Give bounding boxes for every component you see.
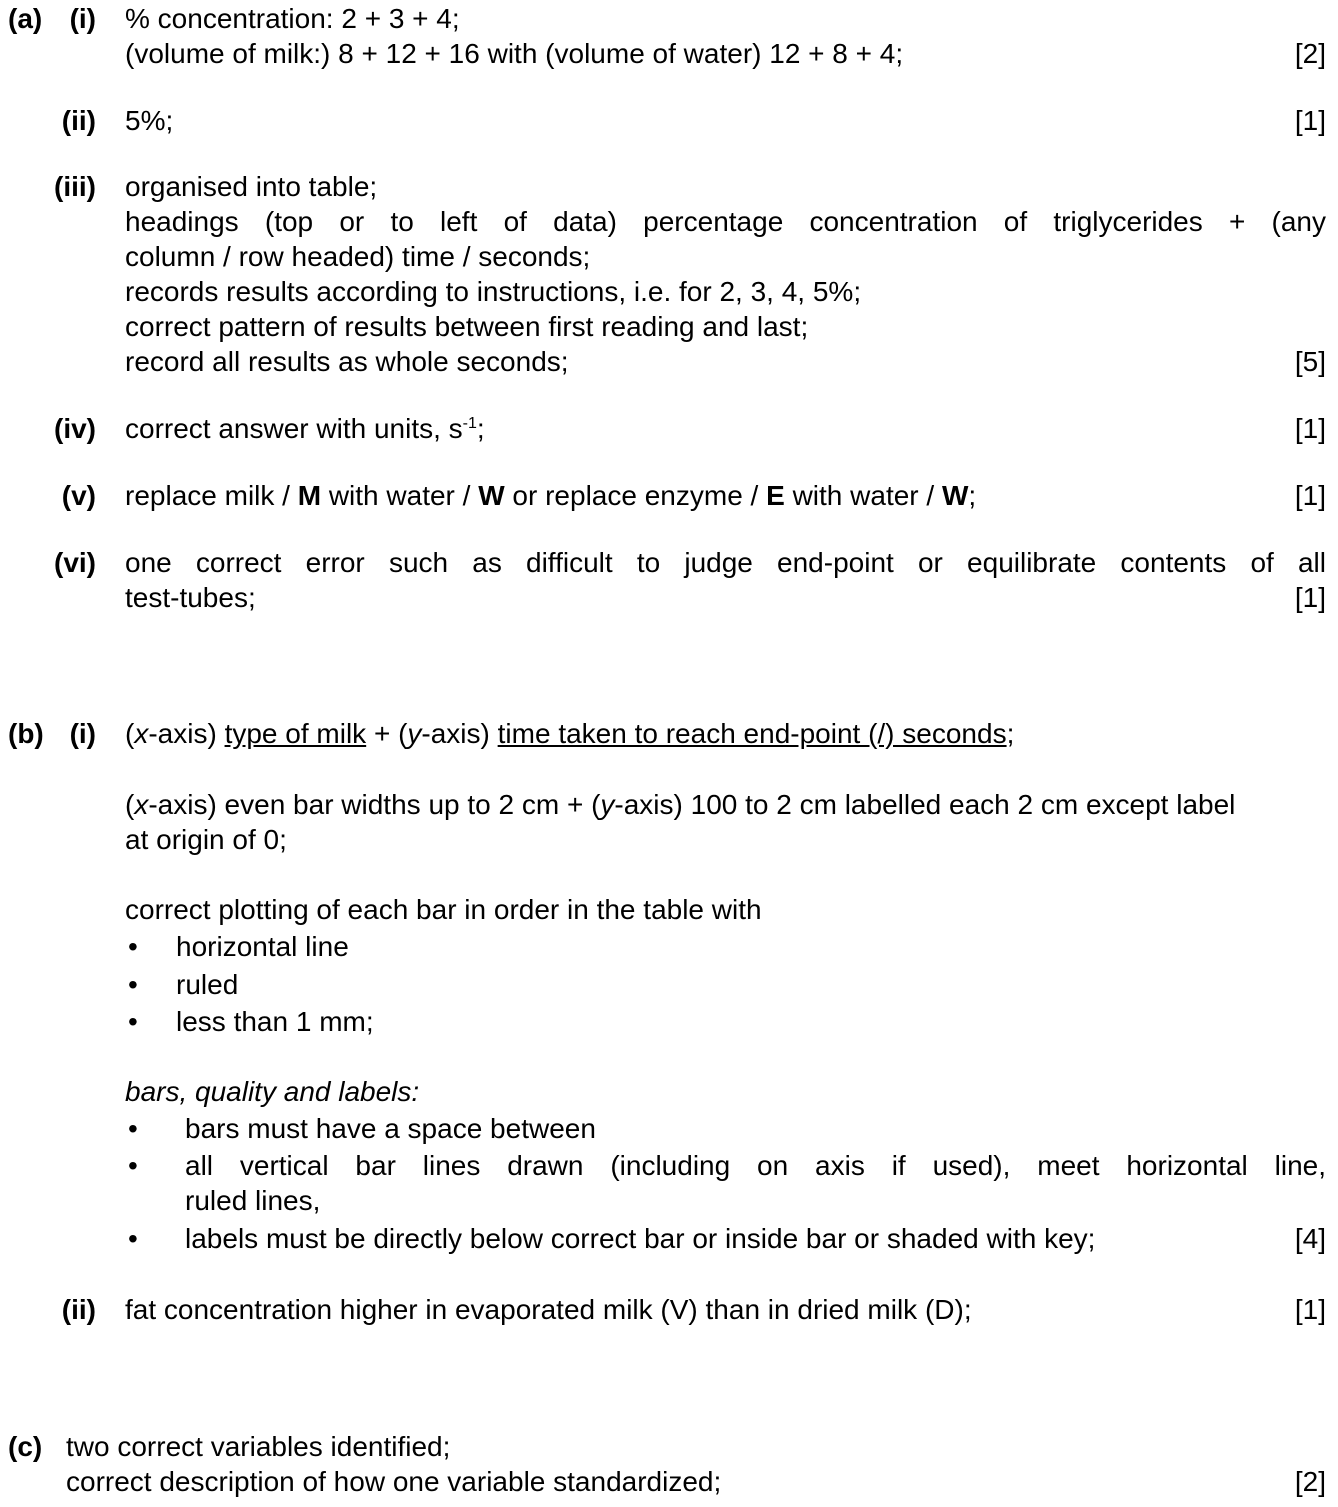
marks-a-iv: [1] xyxy=(1294,413,1326,444)
bullet-marker: • xyxy=(128,1006,138,1037)
answer-a-iv-superscript: -1 xyxy=(462,415,477,432)
italic-x: x xyxy=(134,718,149,749)
bullet-marker: • xyxy=(128,931,138,962)
answer-a-iii-line1: organised into table; xyxy=(125,171,378,202)
bullet-vertical-lines-line2: ruled lines, xyxy=(185,1185,321,1216)
marks-a-vi: [1] xyxy=(1294,582,1326,613)
answer-b-ii: fat concentration higher in evaporated milk (V) than in dried milk (D); xyxy=(125,1294,972,1325)
question-a-i-number: (i) xyxy=(69,3,96,34)
question-a-iii-number: (iii) xyxy=(54,171,96,202)
part-a-label: (a) xyxy=(8,3,43,34)
answer-a-iii-line5: correct pattern of results between first reading and last; xyxy=(125,311,809,342)
text-span: + ( xyxy=(366,718,408,749)
bullet-labels-below: labels must be directly below correct bar or inside bar or shaded with key; xyxy=(185,1223,1096,1254)
answer-b-i-line1 xyxy=(125,717,1014,751)
answer-a-i-line1: % concentration: 2 + 3 + 4; xyxy=(125,3,460,34)
answer-a-iii-line3: column / row headed) time / seconds; xyxy=(125,241,591,272)
italic-y: y xyxy=(600,789,615,820)
answer-a-v-bold-w2: W xyxy=(941,480,969,511)
answer-a-iii-line4: records results according to instructions, i.e. for 2, 3, 4, 5%; xyxy=(125,276,862,307)
marks-a-ii: [1] xyxy=(1294,105,1326,136)
subheading-bars-quality-labels: bars, quality and labels: xyxy=(125,1076,420,1107)
bullet-space-between: bars must have a space between xyxy=(185,1113,596,1144)
underlined-time-taken: time taken to reach end-point (/) seconds xyxy=(497,718,1007,749)
bullet-horizontal-line: horizontal line xyxy=(176,931,349,962)
answer-a-iv-text: correct answer with units, s xyxy=(125,413,463,444)
question-a-vi-number: (vi) xyxy=(54,547,96,578)
answer-a-ii: 5%; xyxy=(125,105,174,136)
answer-a-v-part4: with water / xyxy=(784,480,942,511)
answer-a-v-part5: ; xyxy=(968,480,977,511)
bullet-less-than-1mm: less than 1 mm; xyxy=(176,1006,374,1037)
bullet-marker: • xyxy=(128,1223,138,1254)
answer-a-v-bold-m: M xyxy=(297,480,322,511)
answer-b-i-line3: at origin of 0; xyxy=(125,824,287,855)
question-a-ii-number: (ii) xyxy=(61,105,96,136)
question-b-i-number: (i) xyxy=(69,718,96,749)
answer-b-i-line4: correct plotting of each bar in order in the table with xyxy=(125,894,762,925)
answer-a-v-bold-e: E xyxy=(766,480,785,511)
question-a-iv-number: (iv) xyxy=(54,413,96,444)
underlined-type-of-milk: type of milk xyxy=(224,718,367,749)
question-b-ii-number: (ii) xyxy=(61,1294,96,1325)
bullet-marker: • xyxy=(128,969,138,1000)
bullet-ruled: ruled xyxy=(176,969,239,1000)
italic-y: y xyxy=(407,718,422,749)
marks-b-i: [4] xyxy=(1294,1223,1326,1254)
answer-a-v xyxy=(125,479,976,513)
text-span: -axis) xyxy=(421,718,498,749)
text-span: ; xyxy=(1006,718,1015,749)
question-a-v-number: (v) xyxy=(61,480,96,511)
answer-a-vi-line1: one correct error such as difficult to judge end-point or equilibrate contents of all xyxy=(125,547,1326,578)
bullet-marker: • xyxy=(128,1150,138,1181)
marks-c: [2] xyxy=(1294,1466,1326,1497)
answer-a-i-line2: (volume of milk:) 8 + 12 + 16 with (volume of water) 12 + 8 + 4; xyxy=(125,38,904,69)
answer-a-v-part1: replace milk / xyxy=(125,480,298,511)
text-span: -axis) xyxy=(148,718,225,749)
answer-a-iii-line2: headings (top or to left of data) percentage concentration of triglycerides + (any xyxy=(125,206,1326,237)
italic-x: x xyxy=(134,789,149,820)
part-c-label: (c) xyxy=(8,1431,43,1462)
answer-a-v-bold-w1: W xyxy=(478,480,505,511)
text-span: ( xyxy=(125,789,135,820)
marks-a-i: [2] xyxy=(1294,38,1326,69)
bullet-vertical-lines-line1: all vertical bar lines drawn (including on axis if used), meet horizontal line, xyxy=(185,1150,1326,1181)
answer-a-v-part3: or replace enzyme / xyxy=(504,480,767,511)
marks-b-ii: [1] xyxy=(1294,1294,1326,1325)
answer-a-v-part2: with water / xyxy=(321,480,479,511)
answer-c-line2: correct description of how one variable standardized; xyxy=(66,1466,722,1497)
text-span: -axis) 100 to 2 cm labelled each 2 cm except label xyxy=(614,789,1236,820)
answer-c-line1: two correct variables identified; xyxy=(66,1431,451,1462)
text-span: -axis) even bar widths up to 2 cm + ( xyxy=(148,789,601,820)
bullet-marker: • xyxy=(128,1113,138,1144)
marks-a-v: [1] xyxy=(1294,480,1326,511)
answer-a-vi-line2: test-tubes; xyxy=(125,582,256,613)
answer-a-iii-line6: record all results as whole seconds; xyxy=(125,346,569,377)
part-b-label: (b) xyxy=(8,718,44,749)
answer-a-iv-end: ; xyxy=(476,413,485,444)
answer-b-i-line2 xyxy=(125,788,1235,822)
text-span: ( xyxy=(125,718,135,749)
marks-a-iii: [5] xyxy=(1294,346,1326,377)
answer-a-iv xyxy=(125,412,485,446)
